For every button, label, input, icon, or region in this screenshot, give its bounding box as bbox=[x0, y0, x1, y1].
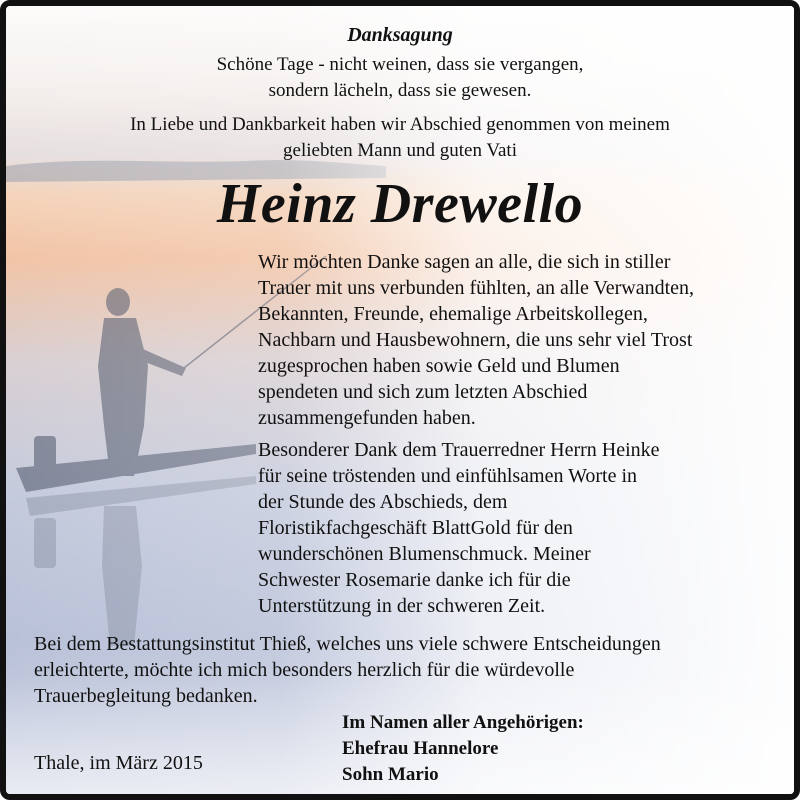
thanks-line: zugesprochen haben sowie Geld und Blumen bbox=[258, 355, 620, 377]
notice-heading: Danksagung bbox=[347, 24, 453, 46]
signature-line: Im Namen aller Angehörigen: bbox=[342, 712, 584, 733]
special-thanks-line: für seine tröstenden und einfühlsamen Worte in bbox=[258, 465, 638, 487]
thanks-line: Wir möchten Danke sagen an alle, die sich in stiller bbox=[258, 251, 671, 273]
special-thanks-line: Floristikfachgeschäft BlattGold für den bbox=[258, 517, 573, 539]
thanks-line: Bekannten, Freunde, ehemalige Arbeitskollegen, bbox=[258, 303, 648, 325]
thanks-line: Nachbarn und Hausbewohnern, die uns sehr viel Trost bbox=[258, 329, 693, 351]
special-thanks-line: Besonderer Dank dem Trauerredner Herrn Heinke bbox=[258, 439, 660, 461]
verse-line: Schöne Tage - nicht weinen, dass sie vergangen, bbox=[216, 54, 584, 75]
place-date: Thale, im März 2015 bbox=[34, 752, 203, 774]
funeral-home-line: Bei dem Bestattungsinstitut Thieß, welches uns viele schwere Entscheidungen bbox=[34, 633, 661, 655]
signature-line: Ehefrau Hannelore bbox=[342, 738, 499, 759]
intro-line: geliebten Mann und guten Vati bbox=[283, 140, 517, 161]
special-thanks-line: der Stunde des Abschieds, dem bbox=[258, 491, 508, 513]
special-thanks-line: Schwester Rosemarie danke ich für die bbox=[258, 569, 571, 591]
funeral-home-line: Trauerbegleitung bedanken. bbox=[34, 685, 258, 707]
thanks-line: Trauer mit uns verbunden fühlten, an alle Verwandten, bbox=[258, 277, 695, 299]
funeral-home-line: erleichterte, möchte ich mich besonders herzlich für die würdevolle bbox=[34, 659, 575, 681]
special-thanks-line: wunderschönen Blumenschmuck. Meiner bbox=[258, 543, 591, 565]
intro-line: In Liebe und Dankbarkeit haben wir Abschied genommen von meinem bbox=[130, 114, 670, 135]
deceased-name: Heinz Drewello bbox=[216, 173, 584, 235]
verse-line: sondern lächeln, dass sie gewesen. bbox=[268, 80, 532, 101]
thanks-line: spendeten und sich zum letzten Abschied bbox=[258, 381, 588, 403]
signature-line: Sohn Mario bbox=[342, 764, 439, 785]
special-thanks-line: Unterstützung in der schweren Zeit. bbox=[258, 595, 546, 617]
thanks-line: zusammengefunden haben. bbox=[258, 407, 476, 429]
